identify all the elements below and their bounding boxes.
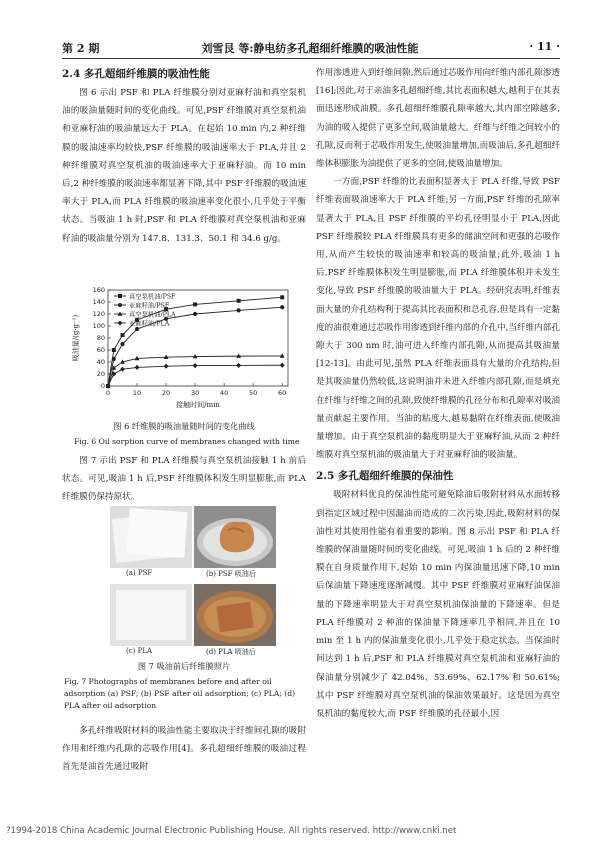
right-paragraph-1: 作用渗透进入到纤维间隙,然后通过芯吸作用向纤维内部孔隙渗透[16];因此,对于亲油多孔超细纤维,其比表面积越大,越利于在其表面迅速形成油膜。多孔超细纤维膜孔隙率越大,其内部空隙越多,为油的吸入提供了更多空间,吸油量越大。纤维与纤维之间较小的孔隙,反而利于芯吸作用发生,使吸油量增加,而吸油后,多孔超细纤维体积膨胀为油提供了更多的空间,使吸油量增加。: [316, 68, 560, 170]
y-axis-label: 吸油量/(g·g⁻¹): [72, 314, 80, 362]
x-tick-label-6: 60: [278, 389, 287, 397]
issue-label: 第 2 期: [62, 42, 100, 55]
left-paragraph-3: 多孔纤维吸附材料的吸油性能主要取决于纤维间孔隙的吸附作用和纤维内孔隙的芯吸作用[4]。多孔超细纤维膜的吸油过程首先是油首先通过吸附: [62, 726, 306, 773]
series-0-point-1: [112, 348, 116, 352]
series-3-point-3: [135, 365, 140, 370]
photo-psf-after: [194, 506, 276, 568]
x-tick-label-4: 40: [219, 389, 229, 397]
series-line-2: [108, 356, 282, 386]
x-tick-label-0: 0: [105, 389, 111, 397]
series-line-1: [108, 307, 282, 386]
series-1-point-7: [280, 305, 284, 309]
x-tick-label-3: 30: [190, 389, 200, 397]
legend-label-1: 亚麻籽油/PSF: [129, 302, 170, 310]
legend-marker-0: [118, 294, 122, 298]
left-column-2: [62, 452, 306, 507]
fig7-caption-en: Fig. 7 Photographs of membranes before and after oil adsorption (a) PSF; (b) PSF after oil adsorption; (c) PLA; (d) PLA after oil adsorption: [64, 677, 296, 710]
y-tick-label-5: 100: [92, 322, 105, 330]
series-0-point-6: [237, 299, 241, 303]
y-tick-label-1: 20: [96, 370, 105, 378]
series-3-point-6: [236, 363, 241, 368]
series-1-point-5: [193, 312, 197, 316]
fig6-chart: [68, 282, 300, 418]
right-paragraph-2: 一方面,PSF 纤维的比表面积显著大于 PLA 纤维,导致 PSF 纤维表面吸油速率大于 PLA 纤维;另一方面,PSF 纤维的孔隙率显著大于 PLA,且 PSF 纤维膜的平均孔径明显小于 PLA,因此 PSF 纤维膜较 PLA 纤维膜具有更多的储油空间和更强的芯吸作用,从而产生较快的吸油速率和较高的吸油量;此外,吸油 1 h 后,PSF 纤维膜体积发生明显膨胀,而 PLA 纤维膜体积并未发生变化,导致 PSF 纤维膜的吸油量大于 PLA。经研究表明,纤维表面大量的介孔结构利于提高其比表面积和总孔容,但是具有一定黏度的油很难通过芯吸作用渗透到纤维内部的介孔中,当纤维内部孔隙大于 300 nm 时,油可进入纤维内部孔隙,从而提高其吸油量[12-13]。由此可见,虽然 PLA 纤维表面具有大量的介孔结构,但是其吸油量仍然较低,这说明油并未进入纤维内部孔隙,而是填充在纤维与纤维之间的孔隙,致使纤维膜的孔径分布和孔隙率对吸油量贡献起主要作用。当油的粘度大,越易黏附在纤维表面,使吸油量增加。由于真空泵机油的黏度明显大于亚麻籽油,从而 2 种纤维膜对真空泵机油的吸油量大于对亚麻籽油的吸油量。: [316, 177, 560, 461]
series-0-point-5: [193, 302, 197, 306]
series-0-point-2: [121, 333, 125, 337]
y-tick-label-7: 140: [92, 298, 105, 306]
y-tick-label-3: 60: [96, 346, 105, 354]
section-2-5-title: 2.5 多孔超细纤维膜的保油性: [316, 470, 454, 483]
y-tick-label-8: 160: [92, 286, 105, 294]
legend-label-2: 真空泵机油/PLA: [129, 311, 176, 319]
y-tick-label-4: 80: [96, 334, 105, 342]
series-1-point-1: [112, 357, 116, 361]
photo-d-label: (d) PLA 吸油后: [206, 648, 256, 656]
y-tick-label-0: 0: [100, 382, 105, 390]
photo-pla-after: [194, 584, 276, 646]
series-1-point-3: [135, 327, 139, 331]
footer-copyright: ?1994-2018 China Academic Journal Electronic Publishing House. All rights reserved. http://www.cnki.net: [6, 826, 457, 836]
left-paragraph-2: 图 7 示出 PSF 和 PLA 纤维膜与真空泵机油接触 1 h 前后状态。可见,吸油 1 h 后,PSF 纤维膜体积发生明显膨胀,而 PLA 纤维膜仍保持原状。: [62, 456, 306, 503]
series-0-point-7: [280, 295, 284, 299]
series-3-point-5: [193, 363, 198, 368]
series-3-point-7: [280, 363, 285, 368]
x-axis-label: 接触时间/min: [176, 401, 220, 409]
fig6-caption-cn: 图 6 纤维膜的吸油量随时间的变化曲线: [113, 421, 255, 431]
y-tick-label-6: 120: [92, 310, 105, 318]
left-column-3: [62, 722, 306, 777]
series-3-point-2: [120, 367, 125, 372]
section-2-4-title: 2.4 多孔超细纤维膜的吸油性能: [62, 68, 210, 80]
legend-marker-1: [118, 303, 122, 307]
x-tick-label-5: 50: [249, 389, 258, 397]
running-title: 刘雪艮 等:静电纺多孔超细纤维膜的吸油性能: [201, 42, 419, 55]
series-3-point-4: [164, 364, 169, 369]
fig6-caption-en: Fig. 6 Oil sorption curve of membranes changed with time: [74, 437, 300, 446]
left-paragraph-1: 图 6 示出 PSF 和 PLA 纤维膜分别对亚麻籽油和真空泵机油的吸油量随时间的变化曲线。可见,PSF 纤维膜对真空泵机油和亚麻籽油的吸油量远大于 PLA。在起始 10 min 内,2 种纤维膜的吸油速率均较快,PSF 纤维膜的吸油速率大于 PLA,并且 2 种纤维膜对真空泵机油的吸油速率大于亚麻籽油。而 10 min 后,2 种纤维膜的吸油速率都显著下降,其中 PSF 纤维膜的吸油速率大于 PLA,而 PLA 纤维膜的吸油速率变化很小,几乎处于平衡状态。当吸油 1 h 时,PSF 和 PLA 纤维膜对真空泵机油和亚麻籽油的吸油量分别为 147.8、131.3、50.1 和 34.6 g/g。: [62, 88, 306, 244]
photo-a-label: (a) PSF: [126, 569, 153, 577]
photo-psf: [110, 506, 192, 568]
photo-c-label: (c) PLA: [126, 647, 153, 655]
fig7-caption-cn: 图 7 吸油前后纤维膜照片: [137, 661, 231, 671]
legend-marker-3: [118, 321, 123, 326]
series-line-3: [108, 365, 282, 386]
photo-b-label: (b) PSF 吸油后: [206, 570, 256, 578]
left-column: [62, 64, 306, 248]
right-column: [316, 64, 560, 723]
header-rule: [62, 58, 560, 59]
legend-label-0: 真空泵机油/PSF: [129, 293, 176, 301]
right-paragraph-3: 吸附材料优良的保油性能可避免除油后吸附材料从水面转移到指定区域过程中因漏油而造成的二次污染,因此,吸附材料的保油性对其使用性能有着重要的影响。图 8 示出 PSF 和 PLA 纤维膜的保油量随时间的变化曲线。可见,吸油 1 h 后的 2 种纤维膜在自身质量作用下,起始 10 min 内保油量迅速下降,10 min 后保油量下降速度逐渐减慢。其中 PSF 纤维膜对亚麻籽油保油量的下降速率明显大于对真空泵机油保油量的下降速率。但是 PLA 纤维膜对 2 种油的保油量下降速率几乎相同,并且在 10 min 至 1 h 内的保油量变化很小,几乎处于稳定状态。当保油时间达到 1 h 后,PSF 和 PLA 纤维膜对真空泵机油和亚麻籽油的保油量分别减少了 42.04%、53.69%、62.17% 和 50.61%;其中 PSF 纤维膜对真空泵机油的保油效果最好。这是因为真空泵机油的黏度较大,而 PSF 纤维膜的孔径最小,因: [316, 490, 560, 719]
x-tick-label-2: 20: [161, 389, 171, 397]
legend-label-3: 亚麻籽油/PLA: [129, 320, 170, 328]
series-1-point-6: [237, 308, 241, 312]
y-tick-label-2: 40: [96, 358, 105, 366]
page-number: · 11 ·: [529, 40, 560, 53]
series-1-point-2: [120, 342, 124, 346]
x-tick-label-1: 10: [132, 389, 142, 397]
photo-pla: [110, 584, 192, 646]
